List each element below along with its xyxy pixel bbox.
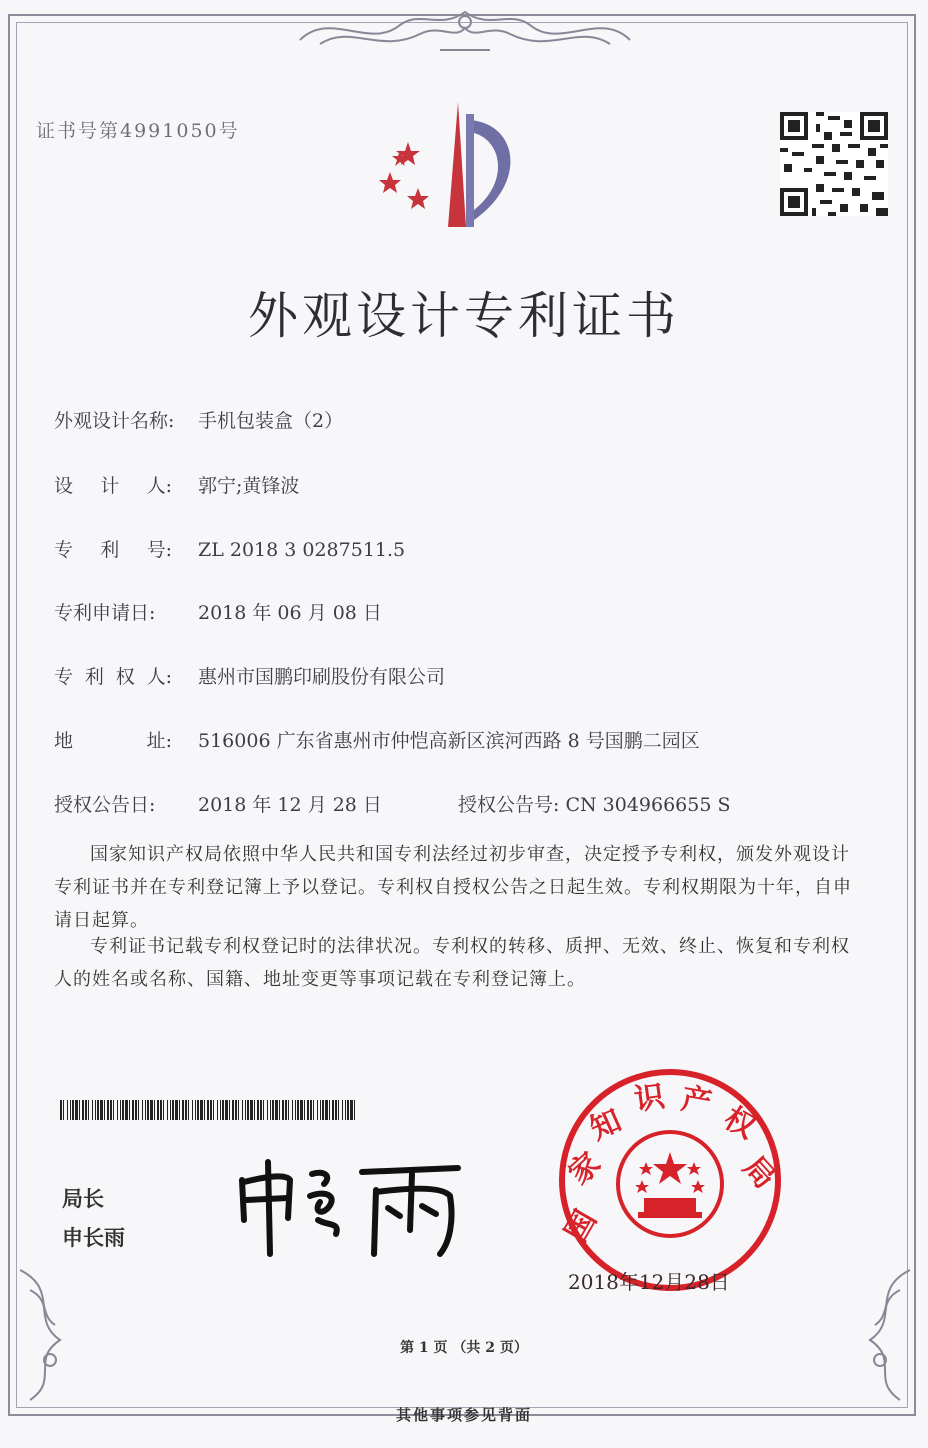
filing-date-row [54,598,382,625]
top-ornament [290,0,640,58]
certificate-title: 外观设计专利证书 [248,287,680,345]
body-paragraph-1: 国家知识产权局依照中华人民共和国专利法经过初步审查，决定授予专利权，颁发外观设计专利证书并在专利登记簿上予以登记。专利权自授权公告之日起生效。专利权期限为十年，自申请日起算。 [54,844,852,931]
designer-row [54,471,299,498]
certificate-number: 证书号第4991050号 [36,120,240,142]
svg-text:家: 家 [561,1145,608,1192]
designer-label: 设 计 人: [54,475,172,497]
bottom-left-ornament [10,1260,80,1410]
page-number: 第 1 页 （共 2 页） [400,1340,528,1356]
svg-text:权: 权 [718,1100,762,1146]
design-name-value: 手机包装盒（2） [198,410,344,432]
bottom-right-ornament [850,1260,920,1410]
designer-value: 郭宁;黄锋波 [198,475,300,497]
patent-number-row [54,535,405,562]
grant-row [54,790,731,817]
official-seal [556,1066,784,1294]
seal-date: 2018年12月28日 [568,1270,730,1294]
patentee-value: 惠州市国鹏印刷股份有限公司 [198,666,446,688]
design-name-row [54,406,343,433]
svg-text:识: 识 [632,1079,667,1118]
svg-text:知: 知 [585,1103,627,1148]
grant-date-label: 授权公告日: [54,794,156,816]
filing-date-value: 2018 年 06 月 08 日 [198,602,382,624]
handwritten-signature [228,1150,468,1260]
svg-text:国: 国 [558,1204,604,1248]
address-label: 地 址: [54,730,172,752]
barcode [60,1100,358,1120]
patent-number-label: 专 利 号: [54,539,172,561]
signatory-role: 局长 [62,1187,104,1211]
svg-text:局: 局 [736,1149,783,1196]
grant-date-value: 2018 年 12 月 28 日 [198,794,382,816]
qr-code [780,112,888,216]
back-side-note: 其他事项参见背面 [395,1406,532,1424]
patent-number-value: ZL 2018 3 0287511.5 [198,539,406,561]
filing-date-label: 专利申请日: [54,602,156,624]
patent-office-logo [378,102,528,232]
signatory-name: 申长雨 [62,1226,125,1250]
address-row [54,726,700,753]
patentee-label: 专 利 权 人: [54,666,172,688]
grant-number-label: 授权公告号: [458,794,560,816]
design-name-label: 外观设计名称: [54,410,175,432]
patentee-row [54,662,445,689]
body-paragraph-2: 专利证书记载专利权登记时的法律状况。专利权的转移、质押、无效、终止、恢复和专利权人的姓名或名称、国籍、地址变更等事项记载在专利登记簿上。 [54,936,850,990]
address-value: 516006 广东省惠州市仲恺高新区滨河西路 8 号国鹏二园区 [198,730,700,752]
grant-number-value: CN 304966655 S [565,794,731,816]
svg-text:产: 产 [678,1081,715,1122]
